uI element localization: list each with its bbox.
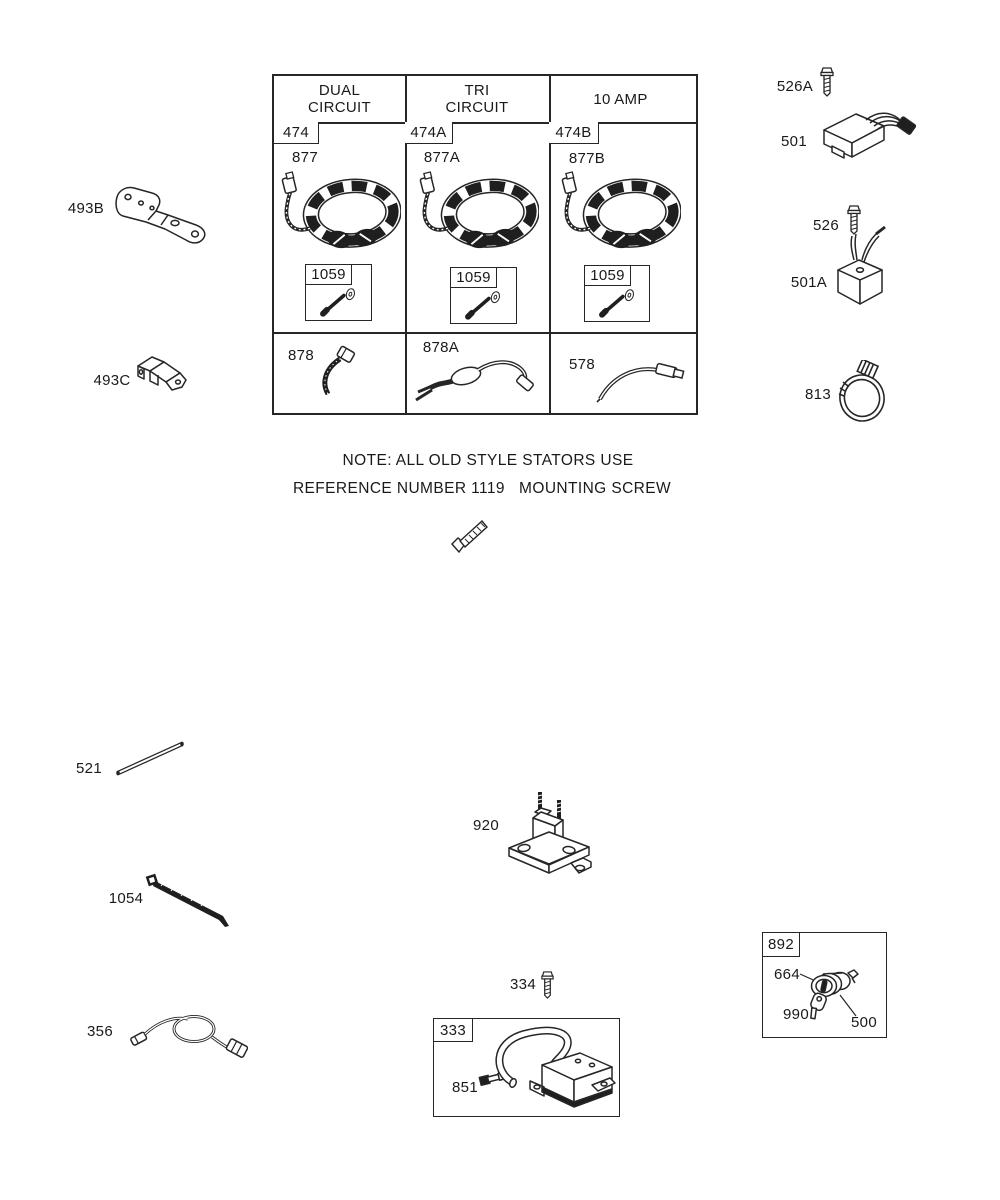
screw-kit-box [305,264,372,321]
diode-module-label: 501A [790,273,828,291]
screw-top-label: 526A [776,77,814,95]
key-switch-box-ref-label: 892 [768,936,794,953]
solenoid-label: 920 [473,816,499,834]
bracket-plate-drawing [108,184,216,250]
key-switch-box [762,932,887,1038]
header-line: TRI [464,82,490,99]
lead-part-label: 878 [288,346,314,364]
stator-drawing [278,170,402,262]
armature-box-ref-label: 333 [440,1021,466,1039]
header-line: 10 AMP [593,90,648,108]
header-line: CIRCUIT [308,99,371,116]
mounting-screw-washer-drawing [309,287,367,317]
cable-tie-label: 1054 [108,889,144,907]
rod-label: 521 [76,759,102,777]
key-switch-label: 500 [851,1013,877,1031]
screw-kit-ref-box [451,268,497,288]
hose-clamp-label: 813 [805,385,831,403]
assembly-ref-label: 474A [410,124,447,141]
regulator-label: 501 [781,132,807,150]
lead-wire-drawing [412,352,548,408]
screw-kit-ref-box [306,265,352,285]
stator-table [272,74,698,415]
armature-box [433,1018,620,1117]
bracket-clip-label: 493C [93,371,131,389]
armature-box-ref [434,1019,473,1042]
hose-clamp-drawing [835,360,889,424]
ignition-coil-drawing [472,1021,616,1113]
terminal-label: 851 [452,1078,478,1096]
column-header-10amp [549,76,692,122]
screw-kit-ref-label: 1059 [456,269,491,286]
key-label: 990 [783,1005,809,1023]
stator-drawing [558,170,682,262]
switch-nut-label: 664 [774,965,800,983]
table-header-divider [274,122,696,124]
assembly-ref-label: 474 [283,124,309,141]
column-header-tri-circuit [405,76,549,122]
screw-kit-ref-label: 1059 [590,267,625,284]
screw-kit-box [584,265,650,322]
note-line-1: NOTE: ALL OLD STYLE STATORS USE [342,452,634,469]
screw-top-drawing [819,66,835,98]
lead-part-label: 878A [422,338,460,356]
screw-coil-drawing [540,971,555,999]
lead-part-label: 578 [569,355,595,373]
regulator-drawing [820,104,918,166]
bracket-plate-label: 493B [67,199,105,217]
rod-drawing [112,738,188,780]
mounting-screw-washer-drawing [588,288,646,318]
header-line: DUAL [318,82,361,99]
assembly-ref-label: 474B [555,124,592,141]
screw-kit-ref-label: 1059 [311,266,346,283]
note-line-2: REFERENCE NUMBER 1119 MOUNTING SCREW [292,480,672,497]
mounting-screw-1119-drawing [448,513,494,553]
screw-kit-box [450,267,517,324]
lead-wire-drawing [594,357,690,403]
stator-part-label: 877B [568,149,606,167]
table-row-divider [274,332,696,334]
mounting-screw-washer-drawing [454,290,512,320]
assembly-ref-box [549,122,599,144]
cable-tie-drawing [141,868,233,930]
column-header-dual-circuit [274,76,405,122]
stator-part-label: 877A [423,148,461,166]
assembly-ref-box [274,122,319,144]
screw-coil-label: 334 [510,975,536,993]
stator-drawing [416,170,540,262]
ground-wire-drawing [128,1006,248,1060]
solenoid-drawing [503,788,595,886]
screw-kit-ref-box [585,266,631,286]
ground-wire-label: 356 [87,1022,113,1040]
bracket-clip-drawing [128,354,188,398]
stator-part-label: 877 [292,148,318,166]
assembly-ref-box [405,122,453,144]
diode-module-drawing [832,222,890,306]
screw-mid-label: 526 [813,216,839,234]
lead-wire-drawing [314,344,362,400]
header-line: CIRCUIT [445,99,509,116]
